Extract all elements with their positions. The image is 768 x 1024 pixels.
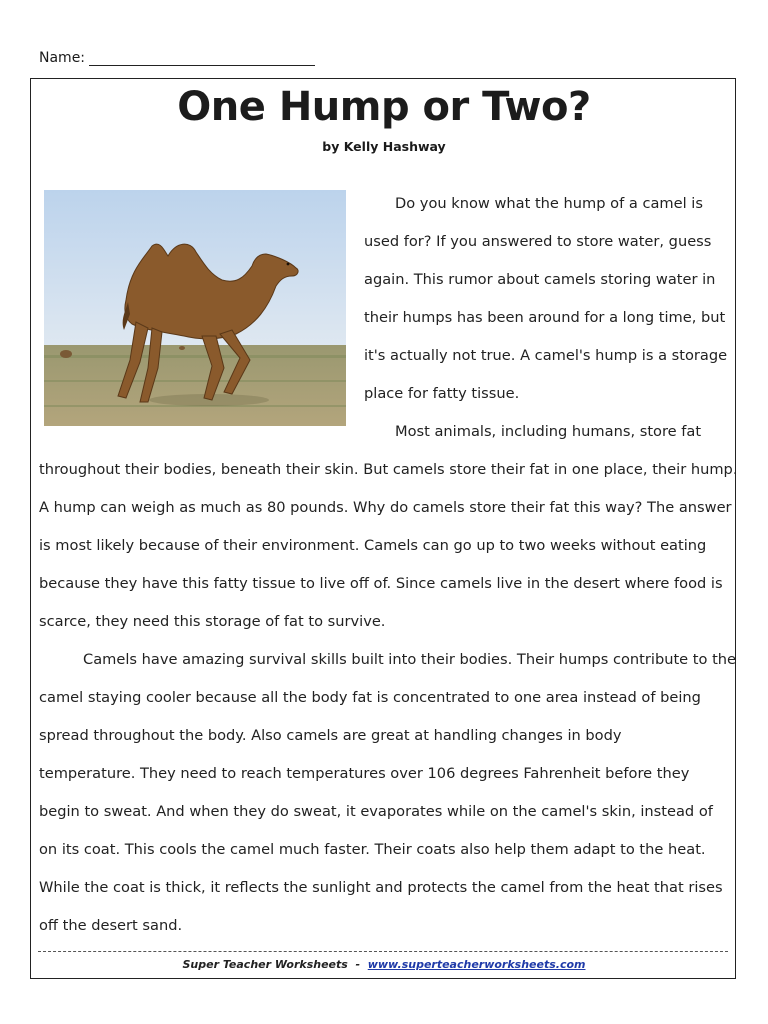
text-line: While the coat is thick, it reflects the sunlight and protects the camel from the heat that rises (39, 879, 723, 896)
text-line: place for fatty tissue. (364, 385, 520, 402)
text-line: is most likely because of their environment. Camels can go up to two weeks without eating (39, 537, 707, 554)
text-line: Do you know what the hump of a camel is (395, 195, 703, 212)
footer (0, 958, 768, 971)
text-line: off the desert sand. (39, 917, 183, 934)
text-line: Camels have amazing survival skills built into their bodies. Their humps contribute to the (83, 651, 737, 668)
body-text (39, 413, 738, 945)
text-line: it's actually not true. A camel's hump is a storage (364, 347, 728, 364)
text-line: because they have this fatty tissue to live off of. Since camels live in the desert where food is (39, 575, 723, 592)
text-line: Most animals, including humans, store fat (395, 423, 702, 440)
text-line: begin to sweat. And when they do sweat, it evaporates while on the camel's skin, instead of (39, 803, 713, 820)
footer-separator: - (355, 958, 361, 971)
text-line: again. This rumor about camels storing water in (364, 271, 716, 288)
text-line: camel staying cooler because all the body fat is concentrated to one area instead of being (39, 689, 701, 706)
text-line: spread throughout the body. Also camels are great at handling changes in body (39, 727, 622, 744)
name-label: Name: (39, 50, 86, 66)
footer-brand: Super Teacher Worksheets (182, 958, 348, 971)
footer-divider (38, 951, 728, 952)
article-byline: by Kelly Hashway (322, 139, 446, 154)
text-line: scarce, they need this storage of fat to survive. (39, 613, 386, 630)
name-blank[interactable] (89, 51, 315, 66)
text-line: used for? If you answered to store water, guess (364, 233, 712, 250)
footer-website-link[interactable]: www.superteacherworksheets.com (367, 958, 586, 971)
text-line: temperature. They need to reach temperatures over 106 degrees Fahrenheit before they (39, 765, 690, 782)
article-title: One Hump or Two? (177, 84, 591, 130)
text-line: their humps has been around for a long time, but (364, 309, 726, 326)
camel-photo (44, 190, 346, 426)
name-field[interactable] (39, 50, 315, 66)
text-line: A hump can weigh as much as 80 pounds. Why do camels store their fat this way? The answer (39, 499, 732, 516)
text-line: on its coat. This cools the camel much faster. Their coats also help them adapt to the heat. (39, 841, 706, 858)
text-line: throughout their bodies, beneath their skin. But camels store their fat in one place, their hump. (39, 461, 738, 478)
paragraph-1 (364, 185, 726, 413)
